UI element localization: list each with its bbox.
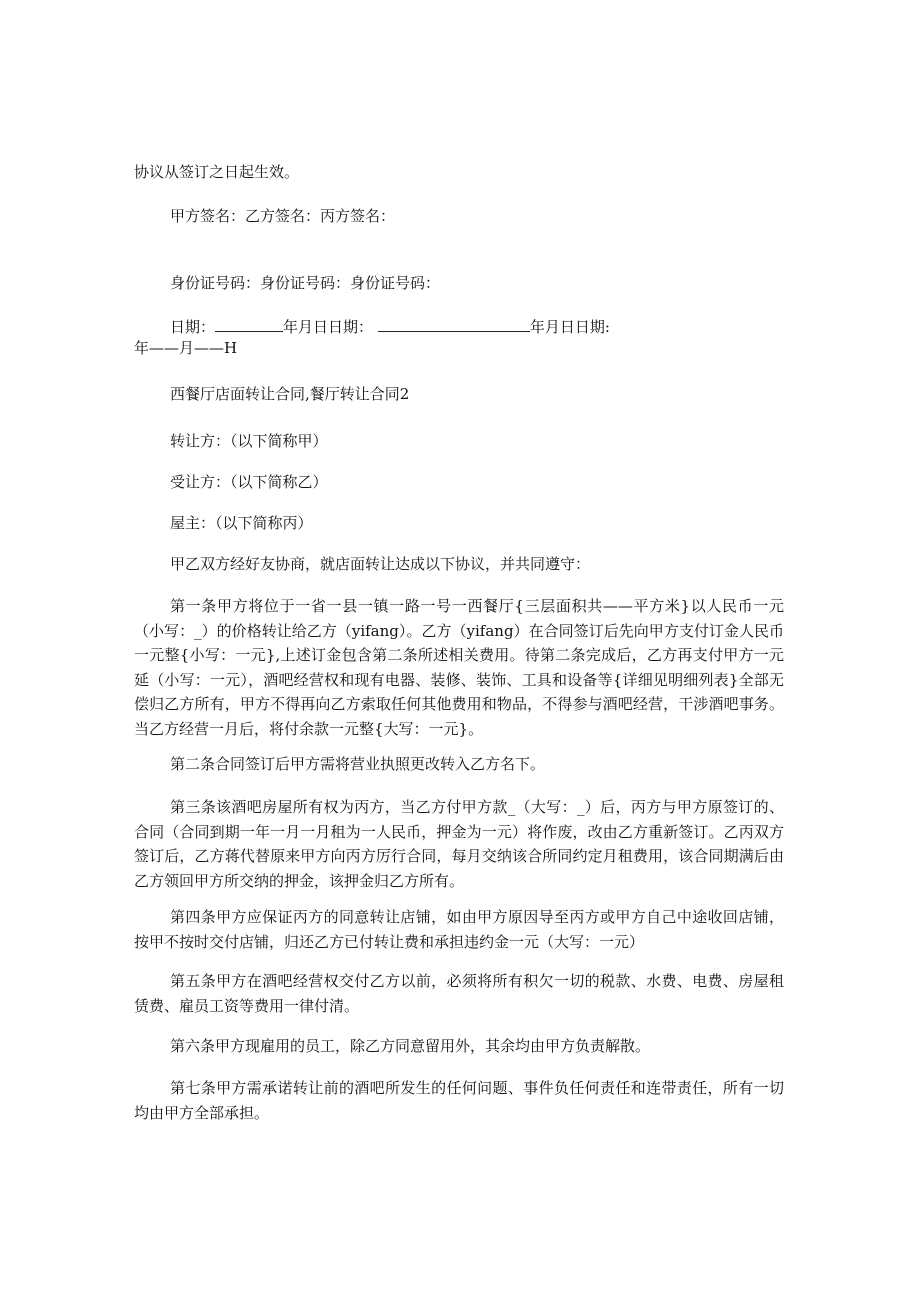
contract-title: 西餐厅店面转让合同,餐厅转让合同2 [170, 385, 410, 403]
date-label-3: 年月日日期: [529, 318, 610, 336]
clause-1: 第一条甲方将位于一省一县一镇一路一号一西餐厅{三层面积共——平方米}以人民币一元（小写：_）的价格转让给乙方（yifang）。乙方（yifang）在合同签订后先向甲方支付订金人民币一元整{小写：一元},上述订金包含第二条所述相关费用。待第二条完成后，乙方再支付甲方一元延（小写：一元），酒吧经营权和现有电器、装修、装饰、工具和设备等{详细见明细列表}全部无偿归乙方所有，甲方不得再向乙方索取任何其他费用和物品，不得参与酒吧经营，干涉酒吧事务。当乙方经营一月后，将付余款一元整{大写：一元}。 [134, 597, 784, 738]
date-line [170, 317, 610, 337]
date-label-2: 年月日日期： [283, 318, 374, 336]
id-number-line: 身份证号码：身份证号码：身份证号码： [170, 274, 441, 292]
clause-4: 第四条甲方应保证丙方的同意转让店铺，如由甲方原因导至丙方或甲方自己中途收回店铺，按甲不按时交付店铺，归还乙方已付转让费和承担违约金一元（大写：一元） [134, 908, 784, 951]
clause-7: 第七条甲方需承诺转让前的酒吧所发生的任何问题、事件负任何责任和连带责任，所有一切均由甲方全部承担。 [134, 1079, 784, 1122]
agreement-intro: 甲乙双方经好友协商，就店面转让达成以下协议，并共同遵守： [170, 555, 591, 573]
clause-2: 第二条合同签订后甲方需将营业执照更改转入乙方名下。 [170, 755, 546, 773]
date-label-1: 日期： [170, 318, 216, 336]
clause-3: 第三条该酒吧房屋所有权为丙方，当乙方付甲方款_（大写：_）后，丙方与甲方原签订的、合同（合同到期一年一月一月租为一人民币，押金为一元）将作废，改由乙方重新签订。乙丙双方签订后，乙方蒋代替原来甲方向丙方厉行合同，每月交纳该合所同约定月租费用，该合同期满后由乙方领回甲方所交纳的押金，该押金归乙方所有。 [134, 798, 784, 890]
transferee-line: 受让方：（以下简称乙） [170, 473, 328, 491]
date-line-continued: 年——月——H [134, 339, 238, 357]
clause-6: 第六条甲方现雇用的员工，除乙方同意留用外，其余均由甲方负责解散。 [170, 1037, 651, 1055]
effective-statement: 协议从签订之日起生效。 [134, 163, 300, 181]
owner-line: 屋主：（以下简称丙） [170, 514, 313, 532]
clause-5: 第五条甲方在酒吧经营权交付乙方以前，必须将所有积欠一切的税款、水费、电费、房屋租赁费、雇员工资等费用一律付清。 [134, 972, 784, 1015]
date-blank-1 [215, 317, 283, 332]
signature-line: 甲方签名：乙方签名：丙方签名： [170, 207, 396, 225]
date-blank-2 [378, 317, 530, 332]
transferor-line: 转让方：（以下简称甲） [170, 432, 328, 450]
